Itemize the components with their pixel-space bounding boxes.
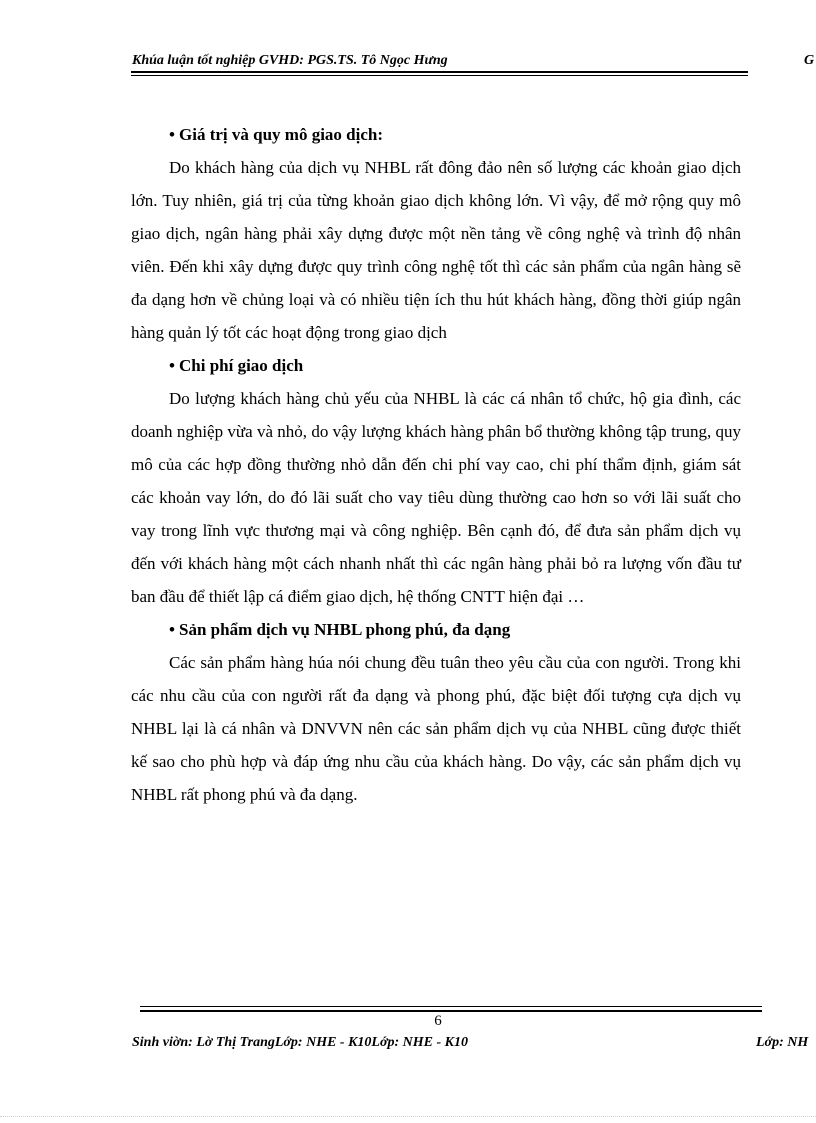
section-heading [131,613,741,646]
header-rule-thin [131,75,748,76]
footer-rule [140,1010,762,1012]
bullet-icon: • [169,356,175,375]
footer-right-text: Lớp: NH [756,1035,809,1050]
section-paragraph: Các sản phẩm hàng húa nói chung đều tuân theo yêu cầu của con người. Trong khi các nhu cầu của con người rất đa dạng và phong phú, đặc biệt đối tượng cựa dịch vụ NHBL lại là cá nhân và DNVVN nên các sản phẩm dịch vụ của NHBL cũng được thiết kế sao cho phù hợp và đáp ứng nhu cầu của khách hàng. Do vậy, các sản phẩm dịch vụ NHBL rất phong phú và đa dạng. [131,653,741,804]
header-title: Khúa luận tốt nghiệp GVHD: PGS.TS. Tô Ngọc Hưng [132,53,448,68]
section-heading [131,349,741,382]
section-heading-text: Chi phí giao dịch [179,356,304,375]
section-paragraph: Do khách hàng của dịch vụ NHBL rất đông đảo nên số lượng các khoản giao dịch lớn. Tuy nhiên, giá trị của từng khoản giao dịch không lớn. Vì vậy, để mở rộng quy mô giao dịch, ngân hàng phải xây dựng được một nền tảng về công nghệ và trình độ nhân viên. Đến khi xây dựng được quy trình công nghệ tốt thì các sản phẩm của ngân hàng sẽ đa dạng hơn về chủng loại và có nhiều tiện ích thu hút khách hàng, đồng thời giúp ngân hàng quản lý tốt các hoạt động trong giao dịch [131,158,741,342]
section-heading [131,118,741,151]
page-bottom-edge [0,1116,816,1117]
header-rule [131,71,748,73]
bullet-icon: • [169,620,175,639]
section-paragraph: Do lượng khách hàng chủ yếu của NHBL là các cá nhân tổ chức, hộ gia đình, các doanh nghiệp vừa và nhỏ, do vậy lượng khách hàng phân bổ thường không tập trung, quy mô của các hợp đồng thường nhỏ dẫn đến chi phí vay cao, chi phí thẩm định, giám sát các khoản vay lớn, do đó lãi suất cho vay tiêu dùng thường cao hơn so với lãi suất cho vay trong lĩnh vực thương mại và công nghiệp. Bên cạnh đó, để đưa sản phẩm dịch vụ đến với khách hàng một cách nhanh nhất thì các ngân hàng phải bỏ ra lượng vốn đầu tư ban đầu để thiết lập cá điểm giao dịch, hệ thống CNTT hiện đại … [131,389,741,606]
footer-rule-top [140,1006,762,1007]
document-body [131,118,741,811]
bullet-icon: • [169,125,175,144]
page-number: 6 [434,1013,442,1029]
footer-student-text: Sinh viờn: Lờ Thị TrangLớp: NHE - K10Lớp: NHE - K10 [132,1035,468,1050]
section-heading-text: Sản phẩm dịch vụ NHBL phong phú, đa dạng [179,620,511,639]
header-right-text: G [804,53,815,68]
section-heading-text: Giá trị và quy mô giao dịch: [179,125,384,144]
